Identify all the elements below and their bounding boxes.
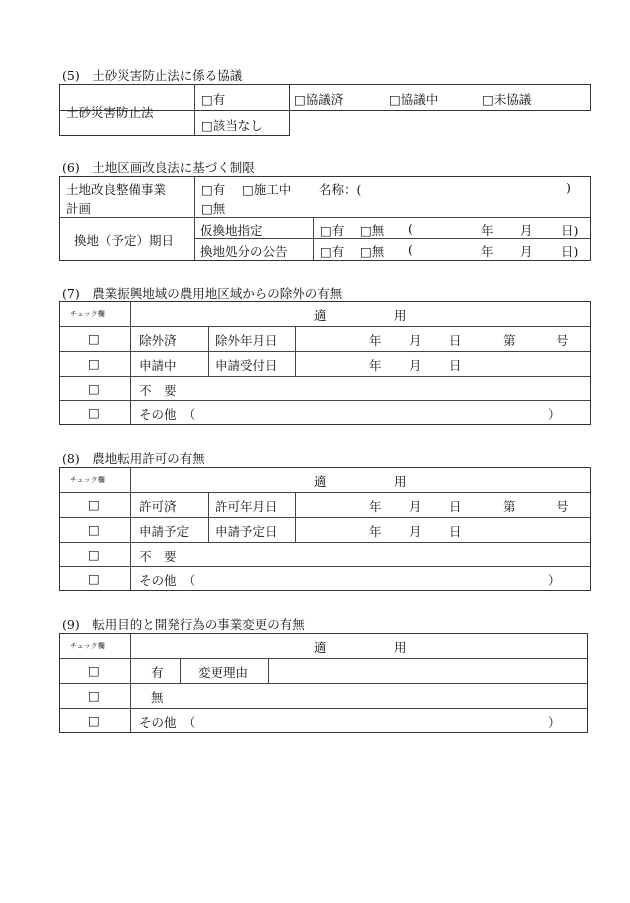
s7-r4-checkbox[interactable]: □ <box>88 405 100 420</box>
s6-shobun-month: 月 <box>520 244 533 259</box>
s8-r1-year: 年 <box>369 499 382 514</box>
s8-r2-month: 月 <box>409 524 422 539</box>
s6-shobun-yes[interactable]: □有 <box>320 244 345 259</box>
s6-kari-yes[interactable]: □有 <box>320 223 345 238</box>
s7-r1-go: 号 <box>556 333 569 348</box>
s5-opt-consulted[interactable]: □協議済 <box>294 92 344 107</box>
s7-r2-status: 申請中 <box>139 358 177 373</box>
s6-shobun-paren: ( <box>408 242 413 257</box>
s7-r1-checkbox[interactable]: □ <box>88 331 100 346</box>
s9-apply-header-2: 用 <box>394 640 407 655</box>
s9-r3-text: その他 （ <box>139 715 196 730</box>
s6-shobun-day: 日) <box>561 244 579 259</box>
section-9-heading: (9) 転用目的と開発行為の事業変更の有無 <box>62 617 305 632</box>
s7-r1-status: 除外済 <box>139 333 177 348</box>
s5-opt-not-consulted[interactable]: □未協議 <box>482 92 532 107</box>
s9-r3-close: ） <box>548 715 561 730</box>
s6-kari-no[interactable]: □無 <box>360 223 385 238</box>
s7-r2-checkbox[interactable]: □ <box>88 356 100 371</box>
s8-r4-checkbox[interactable]: □ <box>88 571 100 586</box>
s7-r2-day: 日 <box>449 358 462 373</box>
s8-r2-label: 申請予定日 <box>215 524 278 539</box>
s6-plan-no[interactable]: □無 <box>201 201 226 216</box>
s9-check-header: チェック欄 <box>70 642 105 650</box>
s8-r2-year: 年 <box>369 524 382 539</box>
s7-r1-month: 月 <box>409 333 422 348</box>
s6-kari-year: 年 <box>481 223 494 238</box>
s6-plan-label-1: 土地改良整備事業 <box>66 182 167 197</box>
s9-r1-label: 変更理由 <box>198 665 249 680</box>
s5-row-label: 土砂災害防止法 <box>66 105 154 120</box>
s8-apply-header-2: 用 <box>394 474 407 489</box>
s7-r1-year: 年 <box>369 333 382 348</box>
s8-r1-status: 許可済 <box>139 499 177 514</box>
s7-r1-day: 日 <box>449 333 462 348</box>
s8-r2-day: 日 <box>449 524 462 539</box>
s5-opt-yes[interactable]: □有 <box>201 92 226 107</box>
section-8-heading: (8) 農地転用許可の有無 <box>62 451 205 466</box>
s6-kari-paren: ( <box>408 221 413 236</box>
s7-r2-year: 年 <box>369 358 382 373</box>
s7-apply-header-2: 用 <box>394 308 407 323</box>
s7-r2-month: 月 <box>409 358 422 373</box>
s7-r2-label: 申請受付日 <box>215 358 278 373</box>
s5-opt-in-consultation[interactable]: □協議中 <box>389 92 439 107</box>
s9-r2-text: 無 <box>151 690 164 705</box>
s9-r3-checkbox[interactable]: □ <box>88 713 100 728</box>
s8-r1-day: 日 <box>449 499 462 514</box>
s8-r1-month: 月 <box>409 499 422 514</box>
section-5-heading: (5) 土砂災害防止法に係る協議 <box>62 68 243 83</box>
s6-plan-in-construction[interactable]: □施工中 <box>242 182 292 197</box>
s6-shobun-year: 年 <box>481 244 494 259</box>
s6-plan-name-label: 名称：( <box>319 182 362 197</box>
s6-shobun-no[interactable]: □無 <box>360 244 385 259</box>
s8-r1-checkbox[interactable]: □ <box>88 497 100 512</box>
s8-apply-header-1: 適 <box>314 474 327 489</box>
s7-r1-label: 除外年月日 <box>215 333 278 348</box>
s6-plan-yes[interactable]: □有 <box>201 182 226 197</box>
s6-kanchi-label: 換地（予定）期日 <box>74 233 175 248</box>
section-6-heading: (6) 土地区画改良法に基づく制限 <box>62 160 255 175</box>
s7-check-header: チェック欄 <box>70 310 105 318</box>
s6-kari-month: 月 <box>520 223 533 238</box>
s9-r1-checkbox[interactable]: □ <box>88 663 100 678</box>
s5-opt-not-applicable[interactable]: □該当なし <box>201 118 263 133</box>
s9-r1-status: 有 <box>151 665 164 680</box>
s6-kari-day: 日) <box>561 223 579 238</box>
s7-r3-checkbox[interactable]: □ <box>88 381 100 396</box>
s6-plan-name-close: ) <box>566 180 571 195</box>
s6-kari-label: 仮換地指定 <box>200 223 263 238</box>
s7-r1-dai: 第 <box>503 333 516 348</box>
s7-r4-text: その他 （ <box>139 407 196 422</box>
s7-apply-header-1: 適 <box>314 308 327 323</box>
s9-r2-checkbox[interactable]: □ <box>88 688 100 703</box>
s9-apply-header-1: 適 <box>314 640 327 655</box>
s8-r1-go: 号 <box>556 499 569 514</box>
s8-r4-close: ） <box>548 573 561 588</box>
s8-check-header: チェック欄 <box>70 476 105 484</box>
s8-r3-checkbox[interactable]: □ <box>88 547 100 562</box>
s7-r4-close: ） <box>548 407 561 422</box>
s8-r2-status: 申請予定 <box>139 524 190 539</box>
s6-shobun-label: 換地処分の公告 <box>200 244 288 259</box>
s8-r3-text: 不 要 <box>139 549 177 564</box>
s8-r1-label: 許可年月日 <box>215 499 278 514</box>
s8-r2-checkbox[interactable]: □ <box>88 522 100 537</box>
section-7-heading: (7) 農業振興地域の農用地区域からの除外の有無 <box>62 286 343 301</box>
s8-r1-dai: 第 <box>503 499 516 514</box>
s7-r3-text: 不 要 <box>139 383 177 398</box>
s8-r4-text: その他 （ <box>139 573 196 588</box>
s6-plan-label-2: 計画 <box>66 201 92 216</box>
